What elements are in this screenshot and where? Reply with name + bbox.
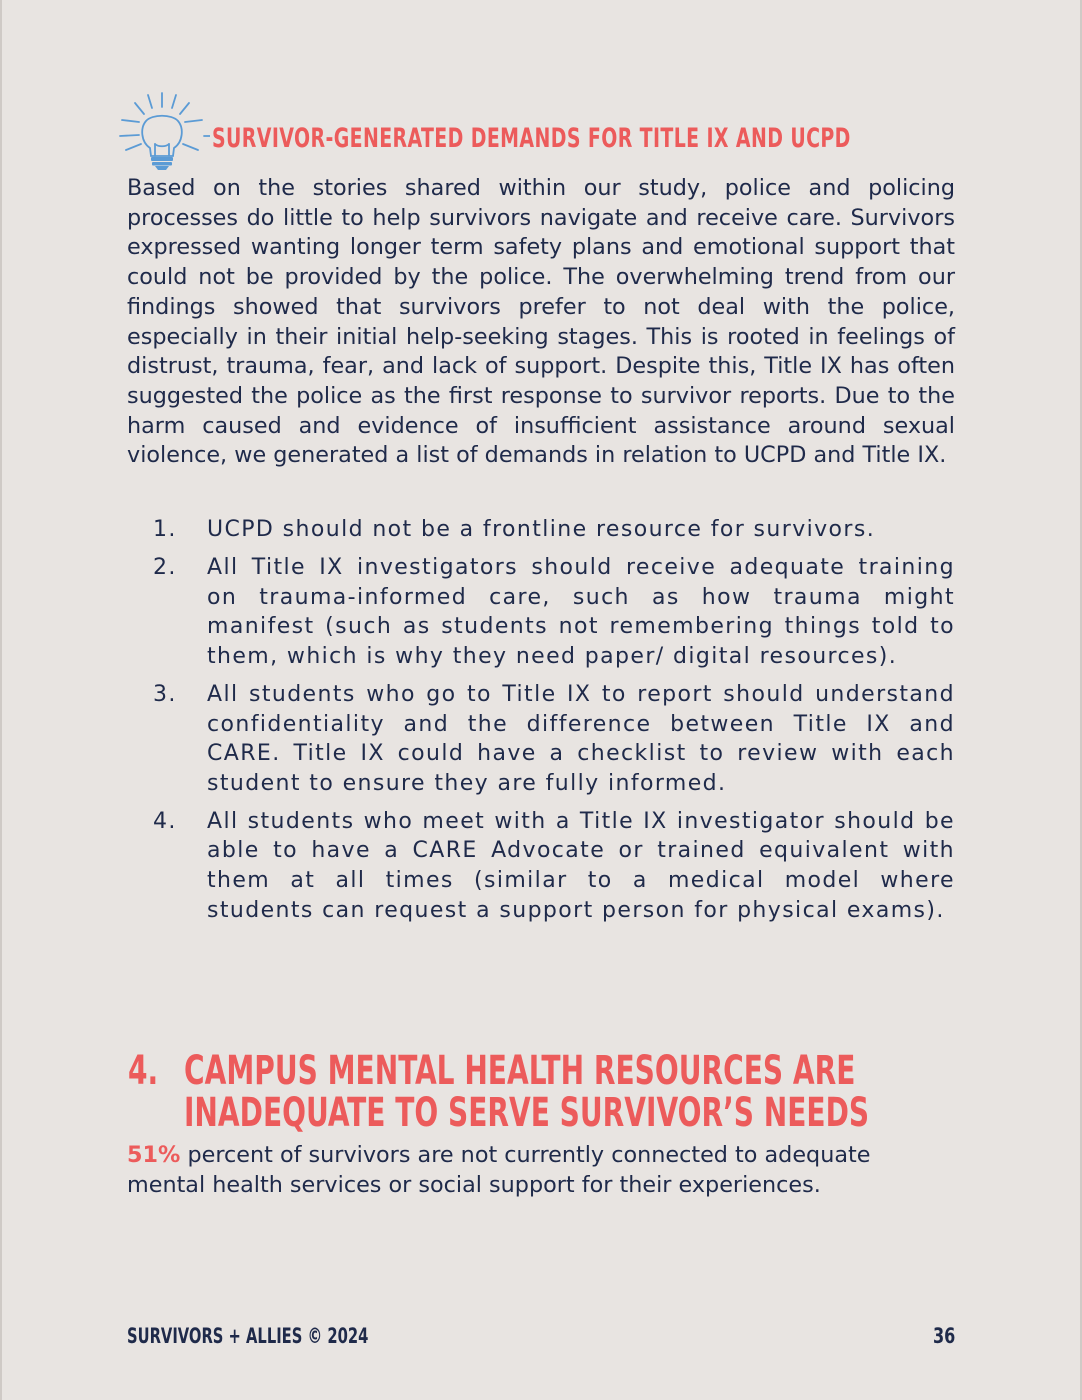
list-item — [127, 515, 955, 545]
demands-heading-row — [114, 90, 954, 170]
stat-value: 51% — [127, 1142, 181, 1168]
list-item-text: All students who meet with a Title IX investigator should be able to have a CARE Advocate or trained equivalent with them at all times (similar to a medical model where students can request a support person for physical exams). — [207, 808, 955, 923]
footer-credit: SURVIVORS + ALLIES © 2024 — [127, 1324, 369, 1348]
list-item — [127, 553, 955, 671]
demands-intro-paragraph: Based on the stories shared within our study, police and policing processes do little to help survivors navigate and receive care. Survivors expressed wanting longer term safety plans and emotional support that could not be provided by the police. The overwhelming trend from our findings showed that survivors prefer to not deal with the police, especially in their initial help-seeking stages. This is rooted in feelings of distrust, trauma, fear, and lack of support. Despite this, Title IX has often suggested the police as the first response to survivor reports. Due to the harm caused and evidence of insufficient assistance around sexual violence, we generated a list of demands in relation to UCPD and Title IX. — [127, 175, 955, 469]
demands-heading: SURVIVOR-GENERATED DEMANDS FOR TITLE IX AND UCPD — [212, 123, 851, 154]
section-title-line-2: INADEQUATE TO SERVE SURVIVOR’S NEEDS — [184, 1090, 870, 1136]
stat-text: percent of survivors are not currently connected to adequate mental health services or social support for their experiences. — [127, 1142, 871, 1198]
demands-list — [127, 515, 955, 934]
list-item-number: 1. — [153, 517, 177, 542]
list-item-number: 4. — [153, 808, 177, 834]
lightbulb-icon — [114, 90, 210, 170]
list-item — [127, 807, 955, 925]
list-item-text: UCPD should not be a frontline resource for survivors. — [207, 517, 876, 542]
list-item-text: All students who go to Title IX to report should understand confidentiality and the difference between Title IX and CARE. Title IX could have a checklist to review with each student to ensure they are fully informed. — [207, 681, 955, 796]
section-title-line-1: CAMPUS MENTAL HEALTH RESOURCES ARE — [184, 1048, 856, 1094]
page-number: 36 — [932, 1324, 955, 1348]
list-item-text: All Title IX investigators should receive adequate training on trauma-informed care, such as how trauma might manifest (such as students not remembering things told to them, which is why they need paper/ digital resources). — [207, 555, 955, 669]
section-number: 4. — [128, 1048, 159, 1094]
section-title — [184, 1048, 870, 1136]
stat-paragraph — [127, 1141, 955, 1200]
page-edge-left — [0, 0, 2, 1400]
list-item-number: 3. — [153, 681, 177, 707]
list-item-number: 2. — [153, 555, 177, 581]
list-item — [127, 680, 955, 798]
